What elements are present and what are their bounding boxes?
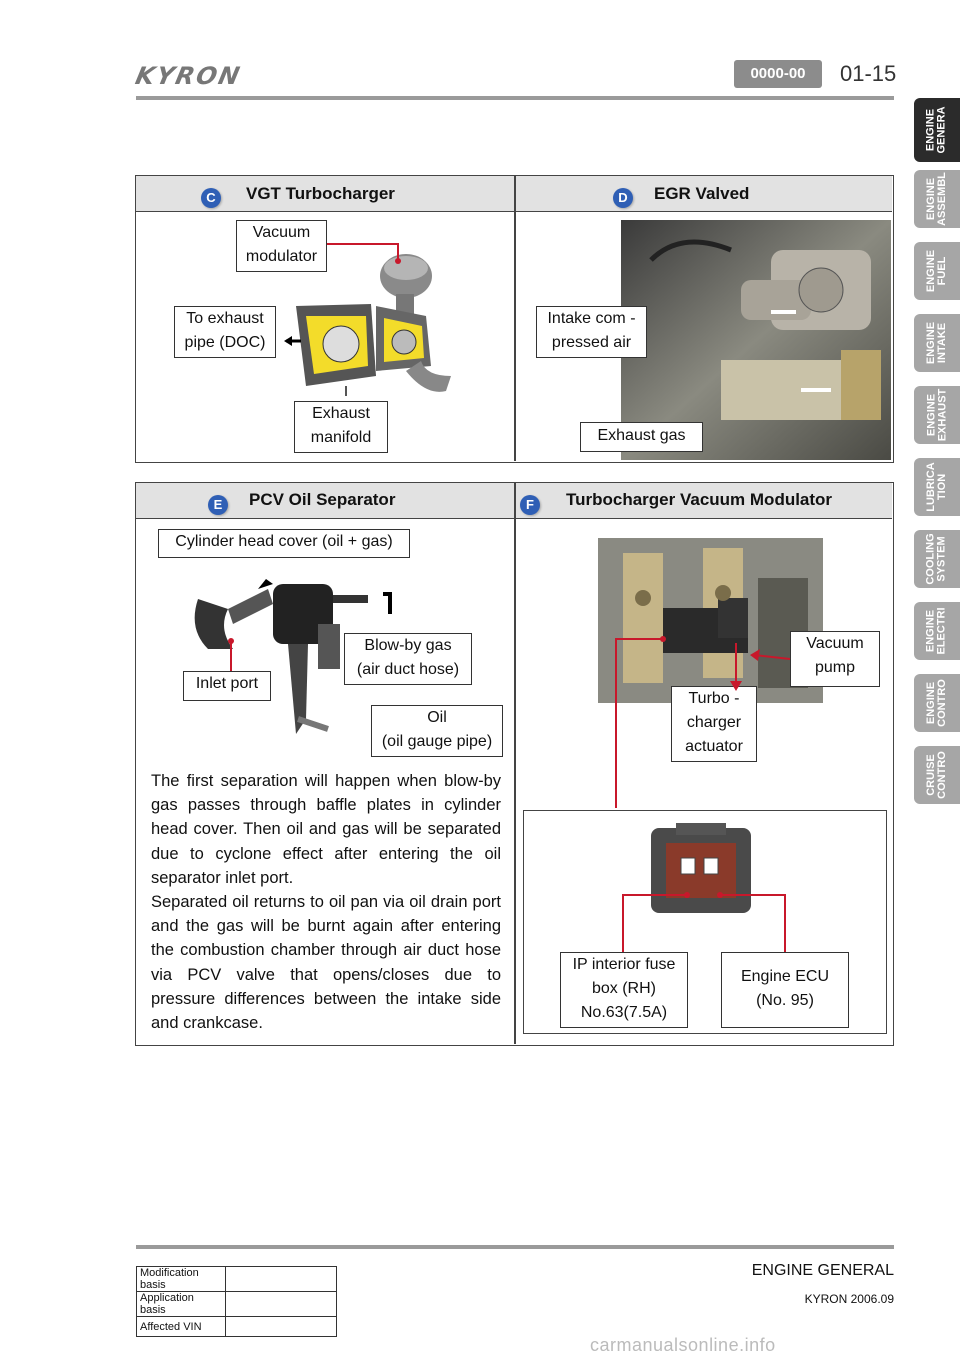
page-number: 01-15 <box>840 61 897 86</box>
egr-valve-title: EGR Valved <box>654 184 750 203</box>
modification-table <box>136 1266 337 1337</box>
label-exhaust-gas: Exhaust gas <box>580 422 703 452</box>
vgt-turbo-title: VGT Turbocharger <box>246 184 395 203</box>
pcv-title: PCV Oil Separator <box>249 490 396 509</box>
side-tab-label: ENGINE CONTRO <box>925 679 949 727</box>
side-tab-label: ENGINE ELECTRI <box>925 607 948 655</box>
vacuum-modulator-title: Turbocharger Vacuum Modulator <box>566 490 833 509</box>
side-tab[interactable] <box>914 98 960 162</box>
mod-value <box>226 1292 337 1317</box>
label-oil-gauge-pipe: Oil (oil gauge pipe) <box>371 705 503 757</box>
mod-label-vin: Affected VIN <box>137 1317 226 1337</box>
footer-section-title: ENGINE GENERAL <box>751 1262 894 1279</box>
side-tab[interactable] <box>914 242 960 300</box>
leader-lines-c <box>136 176 514 461</box>
label-blow-by-gas: Blow-by gas (air duct hose) <box>344 633 472 685</box>
badge-c: C <box>201 188 221 208</box>
side-tab[interactable] <box>914 170 960 228</box>
column-divider <box>514 176 516 461</box>
side-tab-label: CRUISE CONTRO <box>925 751 949 799</box>
mod-value <box>226 1267 337 1292</box>
watermark: carmanualsonline.info <box>590 1335 776 1355</box>
label-to-exhaust-pipe: To exhaust pipe (DOC) <box>174 306 276 358</box>
badge-d: D <box>613 188 633 208</box>
side-tab[interactable] <box>914 458 960 516</box>
side-tab-label: ENGINE INTAKE <box>925 321 948 365</box>
side-tab[interactable] <box>914 314 960 372</box>
mod-value <box>226 1317 337 1337</box>
side-tab-label: ENGINE FUEL <box>925 249 948 293</box>
label-turbocharger-actuator: Turbo - charger actuator <box>671 686 757 762</box>
label-exhaust-manifold: Exhaust manifold <box>294 401 388 453</box>
table-turbo-egr <box>135 175 894 463</box>
label-cylinder-head-cover: Cylinder head cover (oil + gas) <box>158 529 410 558</box>
side-tab[interactable] <box>914 530 960 588</box>
label-engine-ecu: Engine ECU (No. 95) <box>721 952 849 1028</box>
leader-lines-connector <box>136 483 892 1044</box>
side-tab-label: ENGINE ASSEMBL <box>925 172 948 226</box>
pcv-paragraph-2: Separated oil returns to oil pan via oil drain port and the gas will be burnt again after entering the combustion chamber through air duct hose via PCV valve that opens/closes due to pressure differences between the intake side and crankcase. <box>151 893 501 1033</box>
side-tab[interactable] <box>914 602 960 660</box>
label-ip-interior-fuse-box: IP interior fuse box (RH) No.63(7.5A) <box>560 952 688 1028</box>
table-pcv-vacuum <box>135 482 894 1046</box>
badge-e: E <box>208 495 228 515</box>
header-rule <box>136 96 894 100</box>
label-vacuum-modulator: Vacuum modulator <box>236 220 327 272</box>
mod-label-application: Application basis <box>137 1292 226 1317</box>
side-tab[interactable] <box>914 674 960 732</box>
brand-logo: KYRON <box>133 62 244 90</box>
side-tab[interactable] <box>914 746 960 804</box>
pcv-paragraph-1: The first separation will happen when blow-by gas passes through baffle plates in cylinder head cover. Then oil and gas will be separated due to cyclone effect after entering the oil separator inlet port. <box>151 772 501 887</box>
side-tab-label: ENGINE GENERA <box>925 106 948 154</box>
label-intake-compressed-air: Intake com - pressed air <box>536 306 647 358</box>
mod-label-modification: Modification basis <box>137 1267 226 1292</box>
footer-rule <box>136 1245 894 1249</box>
label-vacuum-pump: Vacuum pump <box>790 631 880 687</box>
section-code-badge: 0000-00 <box>734 60 822 88</box>
side-tab[interactable] <box>914 386 960 444</box>
footer-model-date: KYRON 2006.09 <box>804 1292 894 1306</box>
label-inlet-port: Inlet port <box>183 671 271 701</box>
badge-f: F <box>520 495 540 515</box>
side-tab-label: LUBRICA TION <box>925 462 948 512</box>
side-tab-label: ENGINE EXHAUST <box>925 388 948 442</box>
side-tab-label: COOLING SYSTEM <box>925 533 948 585</box>
